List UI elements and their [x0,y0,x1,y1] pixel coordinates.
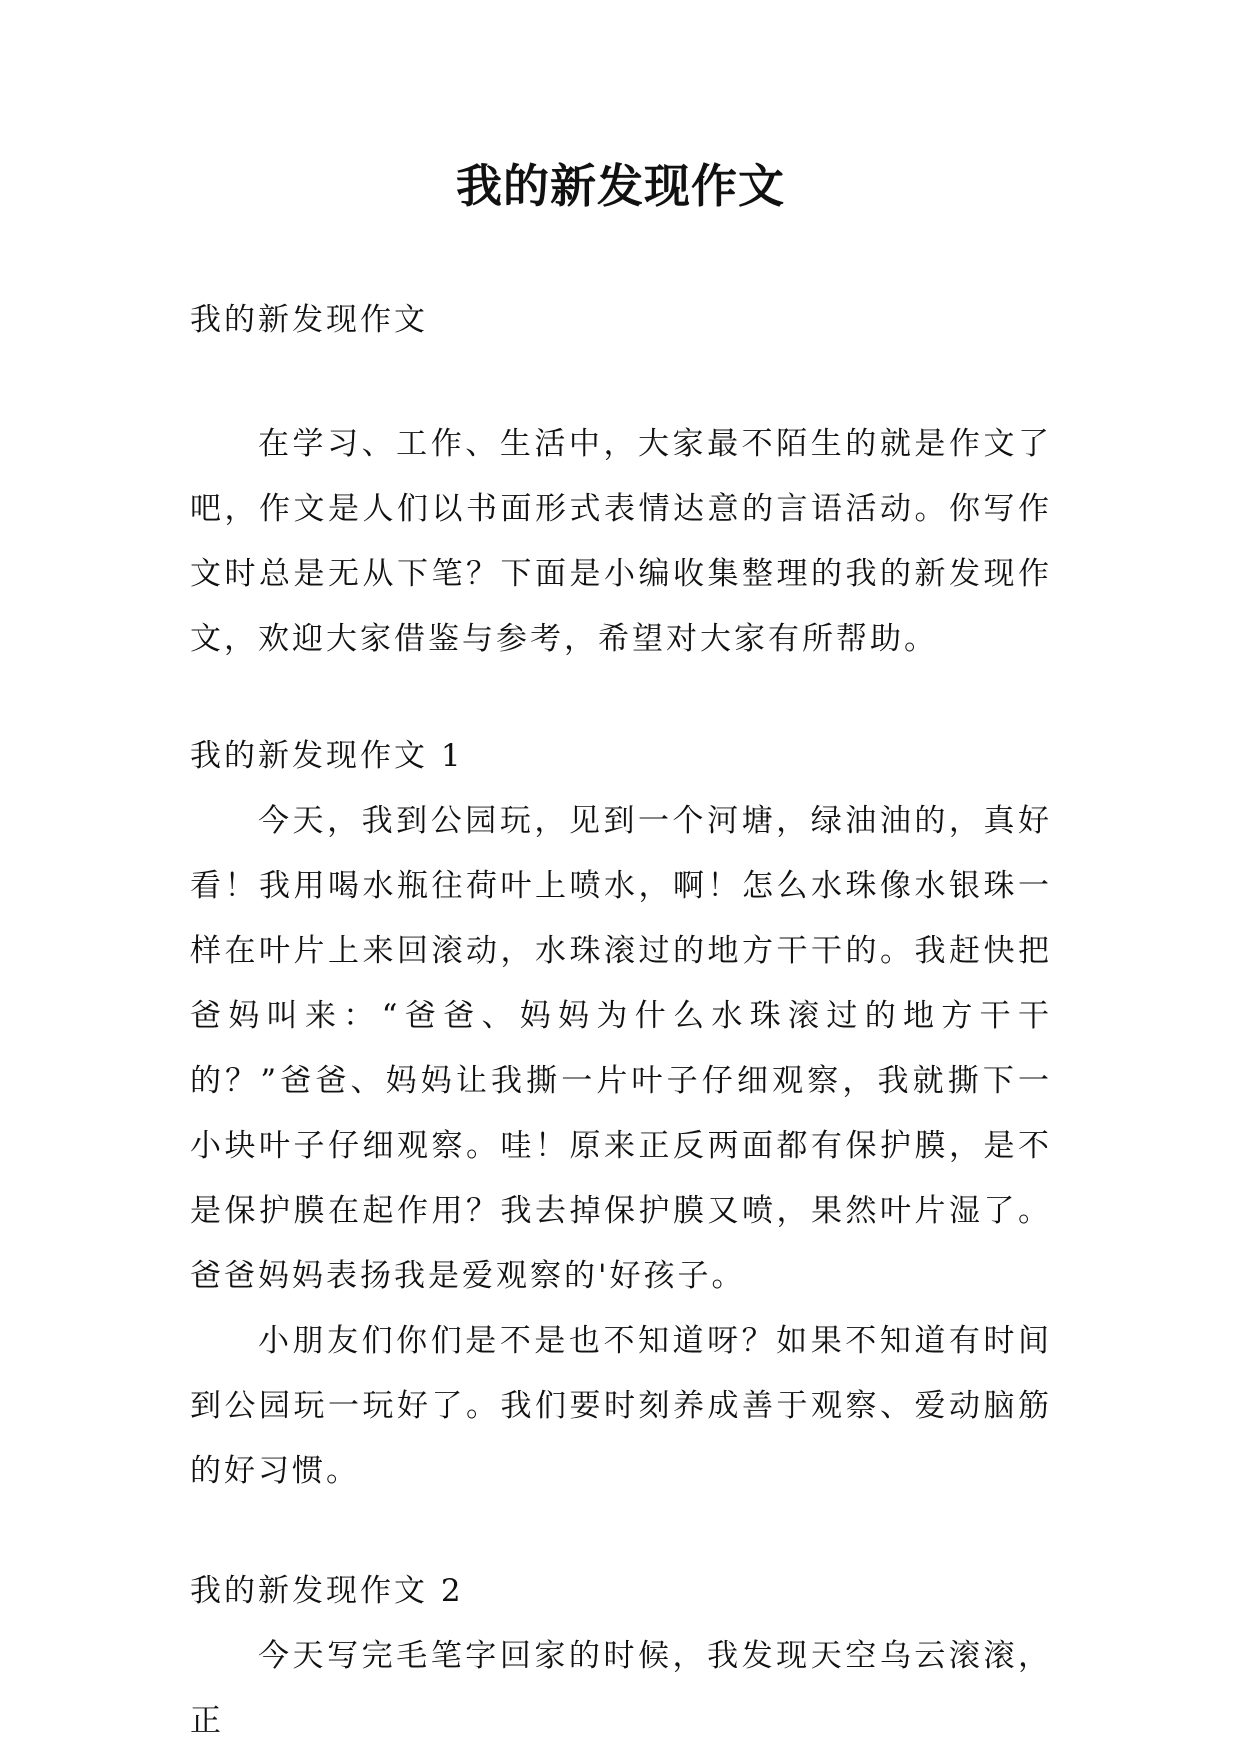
document-title: 我的新发现作文 [456,159,785,213]
section-paragraph: 今天，我到公园玩，见到一个河塘，绿油油的，真好看！我用喝水瓶往荷叶上喷水，啊！怎么水珠像水银珠一样在叶片上来回滚动，水珠滚过的地方干干的。我赶快把爸妈叫来：“爸爸、妈妈为什么水珠滚过的地方干干的？”爸爸、妈妈让我撕一片叶子仔细观察，我就撕下一小块叶子仔细观察。哇！原来正反两面都有保护膜，是不是保护膜在起作用？我去掉保护膜又喷，果然叶片湿了。爸爸妈妈表扬我是爱观察的'好孩子。 [190,803,1052,1294]
intro-heading: 我的新发现作文 [190,302,428,338]
section-paragraph: 今天写完毛笔字回家的时候，我发现天空乌云滚滚，正 [190,1638,1052,1739]
spacer [190,672,1052,724]
spacer [190,353,1052,412]
section-heading: 我的新发现作文 2 [190,1573,464,1609]
intro-paragraph: 在学习、工作、生活中，大家最不陌生的就是作文了吧，作文是人们以书面形式表情达意的言语活动。你写作文时总是无从下笔？下面是小编收集整理的我的新发现作文，欢迎大家借鉴与参考，希望对大家有所帮助。 [190,426,1052,657]
section-paragraph: 小朋友们你们是不是也不知道呀？如果不知道有时间到公园玩一玩好了。我们要时刻养成善于观察、爱动脑筋的好习惯。 [190,1323,1052,1489]
document-body [190,288,1052,1754]
section-heading: 我的新发现作文 1 [190,738,464,774]
spacer [190,1504,1052,1559]
